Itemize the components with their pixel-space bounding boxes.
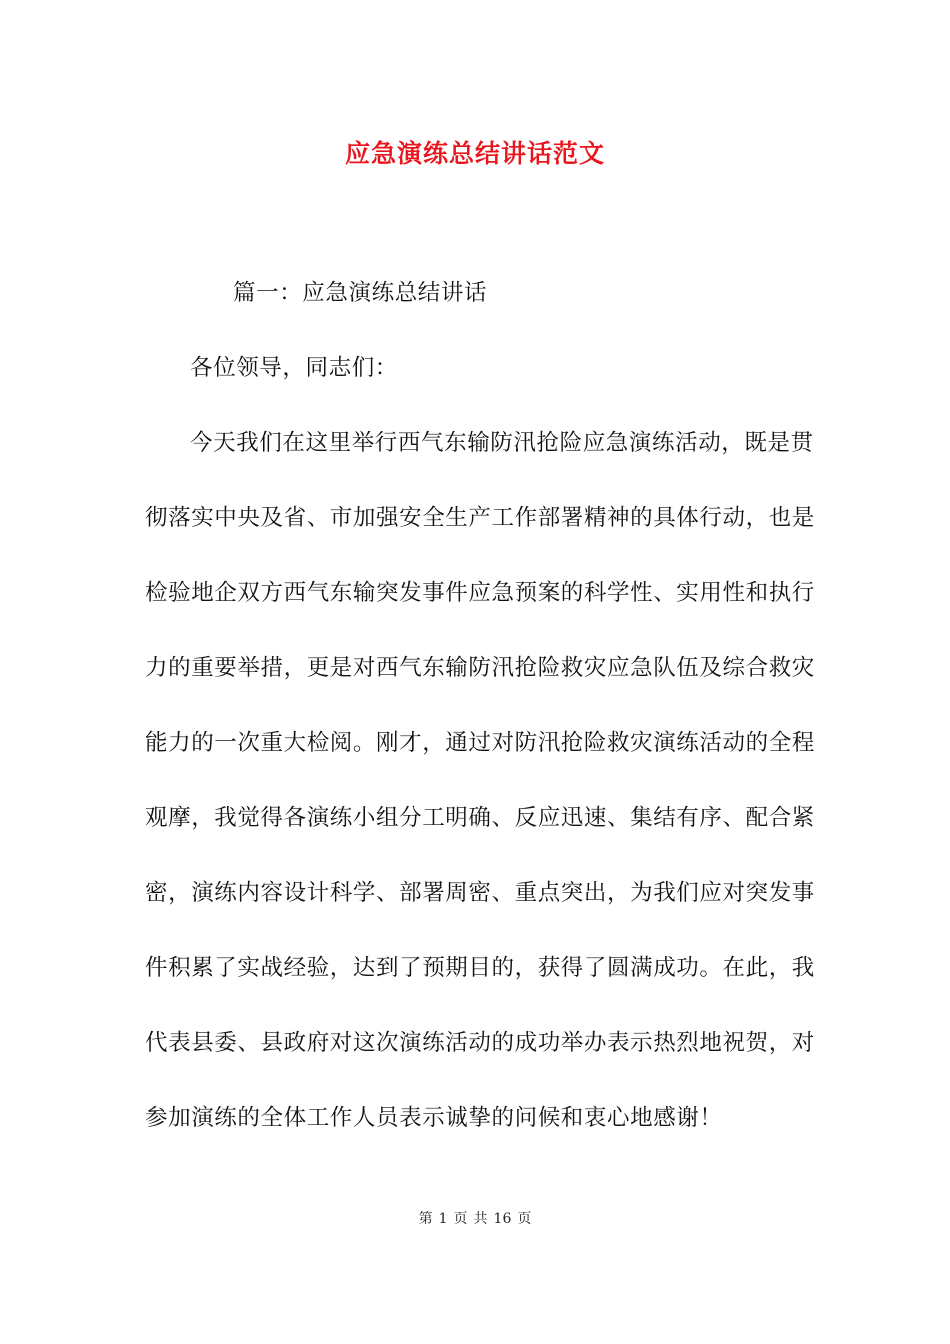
body-line: 代表县委、县政府对这次演练活动的成功举办表示热烈地祝贺，对 (145, 1030, 815, 1056)
footer-suffix: 页 (517, 1211, 532, 1227)
body-line: 力的重要举措，更是对西气东输防汛抢险救灾应急队伍及综合救灾 (145, 655, 815, 681)
body-line: 检验地企双方西气东输突发事件应急预案的科学性、实用性和执行 (145, 580, 815, 606)
footer-current-page: 1 (438, 1211, 448, 1227)
footer-total-prefix: 共 (473, 1211, 488, 1227)
document-title: 应急演练总结讲话范文 (344, 139, 605, 168)
body-line: 观摩，我觉得各演练小组分工明确、反应迅速、集结有序、配合紧 (145, 805, 815, 831)
body-line: 能力的一次重大检阅。刚才，通过对防汛抢险救灾演练活动的全程 (145, 730, 815, 756)
body-line: 彻落实中央及省、市加强安全生产工作部署精神的具体行动，也是 (145, 505, 815, 531)
body-line: 今天我们在这里举行西气东输防汛抢险应急演练活动，既是贯 (190, 430, 814, 456)
page-footer (0, 1208, 950, 1228)
footer-page-word: 页 (453, 1211, 468, 1227)
body-line-last: 参加演练的全体工作人员表示诚挚的问候和衷心地感谢！ (145, 1105, 723, 1131)
footer-total-pages: 16 (493, 1211, 512, 1227)
salutation: 各位领导，同志们： (190, 355, 398, 381)
body-line: 件积累了实战经验，达到了预期目的，获得了圆满成功。在此，我 (145, 955, 815, 981)
section-heading: 篇一：应急演练总结讲话 (233, 280, 488, 306)
body-line: 密，演练内容设计科学、部署周密、重点突出，为我们应对突发事 (145, 880, 815, 906)
footer-prefix: 第 (418, 1211, 433, 1227)
